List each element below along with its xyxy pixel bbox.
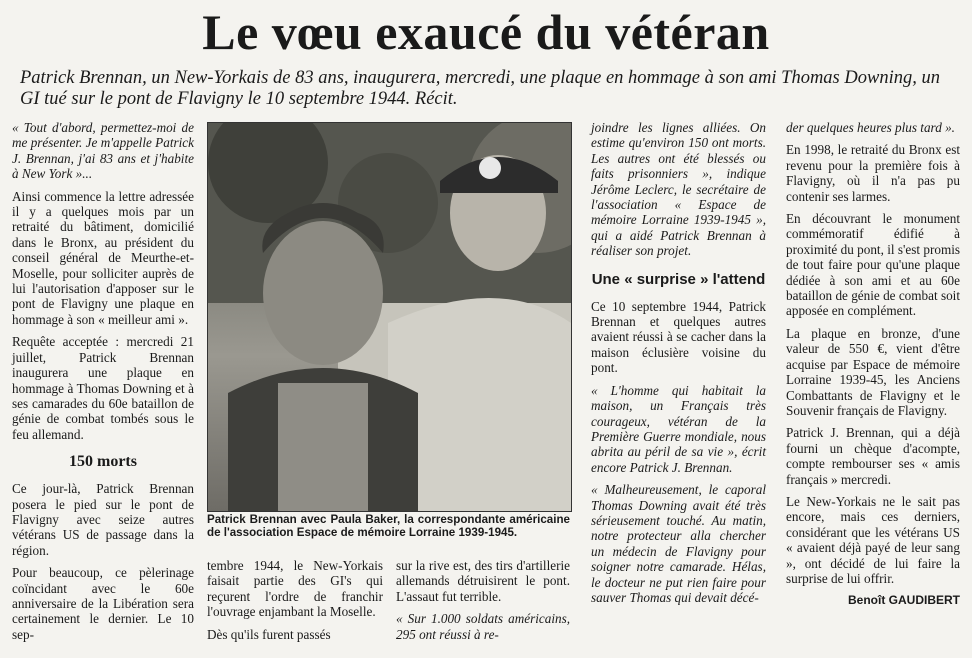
column-3 — [591, 120, 766, 612]
subheading: Une « surprise » l'attend — [591, 270, 766, 288]
headline: Le vœu exaucé du vétéran — [202, 4, 770, 60]
column-2-bottom — [207, 558, 383, 649]
paragraph: sur la rive est, des tirs d'artillerie allemands détruisirent le pont. L'assaut fut terrible. — [396, 558, 570, 604]
paragraph: der quelques heures plus tard ». — [786, 120, 955, 135]
column-1 — [12, 120, 194, 649]
paragraph: Ce jour-là, Patrick Brennan posera le pied sur le pont de Flavigny avec seize autres vétérans US de passage dans la région. — [12, 481, 194, 558]
paragraph: Ce 10 septembre 1944, Patrick Brennan et quelques autres avaient réussi à se cacher dans la maison éclusière voisine du pont. — [591, 298, 766, 376]
byline: Benoît GAUDIBERT — [848, 593, 960, 608]
paragraph: En 1998, le retraité du Bronx est revenu pour la première fois à Flavigny, où il n'a pas pu contenir ses larmes. — [786, 142, 960, 204]
paragraph: Requête acceptée : mercredi 21 juillet, Patrick Brennan inaugurera une plaque en hommage à Thomas Downing et à ses camarades du 60e bataillon de génie de combat tombés sous le feu allemand. — [12, 334, 194, 442]
paragraph: La plaque en bronze, d'une valeur de 550 €, vient d'être acquise par Espace de mémoire Lorraine 1939-45, les Anciens Combattants de Flavigny et le Souvenir français de Flavigny. — [786, 325, 960, 418]
paragraph: Ainsi commence la lettre adressée il y a quelques mois par un retraité du bâtiment, domicilié dans le Bronx, au président du conseil général de Meurthe-et-Moselle, pour solliciter auprès de lui l'autorisation d'apposer sur le pont de Flavigny une plaque en hommage à son « meilleur ami ». — [12, 188, 194, 327]
paragraph: « Sur 1.000 soldats américains, 295 ont réussi à re- — [396, 611, 570, 642]
photo — [207, 122, 572, 512]
paragraph: « Malheureusement, le caporal Thomas Downing avait été très sérieusement touché. Au matin, notre protecteur alla chercher un médecin de Flavigny pour soigner notre camarade. Hélas, le docteur ne put rien faire pour sauver Thomas qui devait décé- — [591, 482, 766, 605]
paragraph: Pour beaucoup, ce pèlerinage coïncidant avec le 60e anniversaire de la Libération sera certainement le dernier. Le 10 sep- — [12, 565, 194, 642]
paragraph: tembre 1944, le New-Yorkais faisait partie des GI's qui reçurent l'ordre de franchir l'ouvrage enjambant la Moselle. — [207, 558, 383, 620]
column-4 — [786, 120, 960, 609]
paragraph: Le New-Yorkais ne le sait pas encore, mais ces derniers, considérant que les vétérans US « avaient déjà payé de leur sang », ont décidé de lui faire la surprise de lui offrir. — [786, 493, 960, 586]
paragraph: « L'homme qui habitait la maison, un Français très courageux, vétéran de la Première Guerre mondiale, nous abrita au péril de sa vie », écrit encore Patrick J. Brennan. — [591, 382, 766, 475]
paragraph: Dès qu'ils furent passés — [207, 626, 331, 642]
photo-illustration — [208, 123, 571, 511]
paragraph: Patrick J. Brennan, qui a déjà fourni un chèque d'acompte, compte rembourser ses « amis français » mercredi. — [786, 425, 960, 487]
photo-caption: Patrick Brennan avec Paula Baker, la correspondante américaine de l'association Espace de mémoire Lorraine 1939-1945. — [207, 513, 570, 539]
subheading: 150 morts — [69, 453, 137, 471]
column-2b-bottom — [396, 558, 570, 649]
paragraph: En découvrant le monument commémoratif édifié à proximité du pont, il s'est promis de tout faire pour qu'une plaque dédiée à son ami et au 60e bataillon de génie de combat soit apposée en complément. — [786, 211, 960, 319]
standfirst: Patrick Brennan, un New-Yorkais de 83 ans, inaugurera, mercredi, une plaque en hommage à son ami Thomas Downing, un GI tué sur le pont de Flavigny le 10 septembre 1944. Récit. — [20, 68, 940, 109]
paragraph: joindre les lignes alliées. On estime qu'environ 150 ont morts. Les autres ont été blessés ou faits prisonniers », indique Jérôme Leclerc, le secrétaire de l'association « Espace de mémoire Lorraine 1939-1945 », qui a aidé Patrick Brennan à réaliser son projet. — [591, 120, 766, 259]
paragraph: « Tout d'abord, permettez-moi de me présenter. Je m'appelle Patrick J. Brennan, j'ai 83 ans et j'habite à New York »... — [12, 120, 194, 182]
